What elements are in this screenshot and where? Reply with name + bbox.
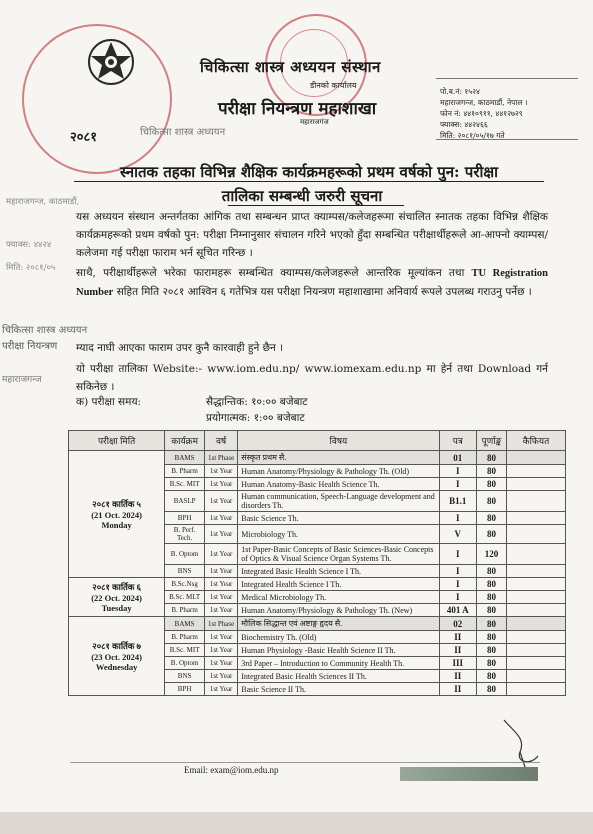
full-marks-cell: 80 [477, 644, 507, 657]
subject-cell: Human Anatomy/Physiology & Pathology Th. (Old) [238, 465, 439, 478]
paper-cell: I [439, 578, 477, 591]
header-paper: पत्र [439, 431, 477, 451]
year-cell: 1st Year [204, 604, 237, 617]
body-paragraph-2 [76, 264, 548, 302]
website-text-end: गर्न सकिनेछ । [76, 363, 548, 393]
title-underline-2 [228, 205, 404, 206]
full-marks-cell: 80 [477, 491, 507, 512]
body-paragraph-2-pre: साथै, परीक्षार्थीहरूले भरेका फारामहरू सम्बन्धित क्याम्पस/कलेजहरूले आन्तरिक मूल्यांकन तथा [76, 267, 465, 279]
exam-date-cell [69, 451, 165, 578]
paper-cell: I [439, 565, 477, 578]
footer-color-bar [400, 767, 538, 781]
title-underline-1 [74, 181, 544, 182]
practical-time: प्रयोगात्मक: १:०० बजेबाट [206, 412, 305, 424]
subject-cell: 1st Paper-Basic Concepts of Basic Sciences-Basic Concepts of Optics & Visual Science Organ Systems Th. [238, 544, 439, 565]
program-cell: B.Sc. MIT [165, 478, 205, 491]
subject-cell: Basic Science II Th. [238, 683, 439, 696]
full-marks-cell: 80 [477, 631, 507, 644]
full-marks-cell: 80 [477, 465, 507, 478]
table-row [69, 617, 566, 631]
subject-cell: मौलिक सिद्धान्त एवं अष्टाङ्ग हृदय सै. [238, 617, 439, 631]
remarks-cell [506, 631, 565, 644]
header-year: वर्ष [204, 431, 237, 451]
remarks-cell [506, 578, 565, 591]
scan-bottom-edge [0, 812, 593, 834]
website-text: यो परीक्षा तालिका Website:- www.iom.edu.np/ www.iomexam.edu.np मा हेर्न तथा Download [76, 363, 532, 375]
header-subject: विषय [238, 431, 439, 451]
table-row [69, 451, 566, 465]
program-cell: B.Sc.Nsg [165, 578, 205, 591]
signature-mark [496, 712, 546, 772]
paper-cell: B1.1 [439, 491, 477, 512]
remarks-cell [506, 657, 565, 670]
table-body [69, 451, 566, 696]
table-row [69, 578, 566, 591]
year-cell: 1st Year [204, 657, 237, 670]
paper-cell: I [439, 478, 477, 491]
full-marks-cell: 80 [477, 683, 507, 696]
subject-cell: Integrated Basic Health Sciences II Th. [238, 670, 439, 683]
paper-cell: V [439, 525, 477, 544]
theory-time: सैद्धान्तिक: १०:०० बजेबाट [206, 396, 308, 408]
paper-cell: II [439, 683, 477, 696]
full-marks-cell: 80 [477, 670, 507, 683]
contact-fax: फ्याक्स: ४४२४६६ [440, 120, 488, 129]
full-marks-cell: 80 [477, 512, 507, 525]
ghost-text-address: महाराजगन्ज, काठमाडौं, [6, 197, 80, 207]
program-cell: B.Sc. MIT [165, 644, 205, 657]
header-program: कार्यक्रम [165, 431, 205, 451]
subject-cell: Human Physiology -Basic Health Science II Th. [238, 644, 439, 657]
program-cell: B. Optom [165, 657, 205, 670]
year-cell: 1st Year [204, 631, 237, 644]
footer-divider [70, 762, 540, 763]
header-full-marks: पूर्णाङ्क [477, 431, 507, 451]
ghost-text-division: परीक्षा नियन्त्रण [2, 341, 58, 352]
full-marks-cell: 80 [477, 657, 507, 670]
full-marks-cell: 80 [477, 525, 507, 544]
remarks-cell [506, 525, 565, 544]
header-remarks: कैफियत [506, 431, 565, 451]
remarks-cell [506, 478, 565, 491]
remarks-cell [506, 591, 565, 604]
subject-cell: Integrated Basic Health Science I Th. [238, 565, 439, 578]
year-cell: 1st Year [204, 512, 237, 525]
ghost-text-institute: चिकित्सा शास्त्र अध्ययन [2, 325, 88, 336]
exam-date-english: (23 Oct. 2024) Wednesday [91, 651, 142, 672]
subject-cell: Biochemistry Th. (Old) [238, 631, 439, 644]
subject-cell: Integrated Health Science I Th. [238, 578, 439, 591]
full-marks-cell: 80 [477, 451, 507, 465]
subject-cell: Medical Microbiology Th. [238, 591, 439, 604]
footer-email: Email: exam@iom.edu.np [184, 765, 279, 775]
year-cell: 1st Year [204, 644, 237, 657]
notice-title-line2: तालिका सम्बन्धी जरुरी सूचना [221, 187, 383, 205]
program-cell: BNS [165, 565, 205, 578]
paper-cell: I [439, 591, 477, 604]
division-name: परीक्षा नियन्त्रण महाशाखा [218, 99, 377, 119]
body-paragraph-1: यस अध्ययन संस्थान अन्तर्गतका आंगिक तथा सम्बन्धन प्राप्त क्याम्पस/कलेजहरूमा संचालित स्नातक तहका विभिन्न शैक्षिक कार्यक्रमहरूको प्रथम वर्षको पुन: परीक्षा निम्नानुसार संचालन गरिने भएको हुँदा सम्बन्धित परीक्षार्थीहरूले आ-आफ्नो क्याम्पस/कलेजमा गई परीक्षा फाराम भर्न सूचित गरिन्छ । [76, 211, 548, 259]
exam-time-label: क) परीक्षा समय: [76, 396, 142, 408]
program-cell: B. Perf. Tech. [165, 525, 205, 544]
paper-cell: I [439, 544, 477, 565]
full-marks-cell: 80 [477, 578, 507, 591]
contact-address: महाराजगन्ज, काठमाडौं, नेपाल । [440, 98, 528, 107]
paper-cell: I [439, 465, 477, 478]
subject-cell: 3rd Paper – Introduction to Community Health Th. [238, 657, 439, 670]
exam-day: Monday [101, 519, 132, 530]
program-cell: B. Pharm [165, 465, 205, 478]
paper-cell: III [439, 657, 477, 670]
program-cell: BPH [165, 512, 205, 525]
exam-date-nepali: २०८१ कार्तिक ५ [92, 498, 141, 509]
location-text: महाराजगंज [300, 118, 329, 126]
year-cell: 1st Year [204, 683, 237, 696]
program-cell: BASLP [165, 491, 205, 512]
full-marks-cell: 80 [477, 478, 507, 491]
year-cell: 1st Phase [204, 617, 237, 631]
remarks-cell [506, 491, 565, 512]
paper-cell: II [439, 631, 477, 644]
reference-number: २०८१ [70, 130, 98, 145]
program-cell: B. Pharm [165, 604, 205, 617]
paper-cell: II [439, 644, 477, 657]
ghost-text-fax: फ्याक्स: ४४२४ [6, 240, 52, 250]
full-marks-cell: 80 [477, 604, 507, 617]
program-cell: BPH [165, 683, 205, 696]
exam-date-english: (22 Oct. 2024) [91, 592, 142, 603]
notice-title-line1: स्नातक तहका विभिन्न शैक्षिक कार्यक्रमहरूको प्रथम वर्षको पुन: परीक्षा [120, 163, 498, 181]
office-name: डीनको कार्यालय [310, 81, 357, 90]
exam-day: Tuesday [101, 602, 132, 613]
year-cell: 1st Year [204, 578, 237, 591]
full-marks-cell: 80 [477, 617, 507, 631]
program-cell: BAMS [165, 451, 205, 465]
reference-ghost-text: चिकित्सा शास्त्र अध्ययन [140, 127, 226, 138]
year-cell: 1st Year [204, 465, 237, 478]
contact-phone: फोन नं: ४४१०९११, ४४१२७२९ [440, 109, 523, 118]
contact-po-box: पो.ब.नं: १५२४ [440, 87, 480, 96]
exam-date-cell [69, 617, 165, 696]
full-marks-cell: 80 [477, 591, 507, 604]
full-marks-cell: 120 [477, 544, 507, 565]
program-cell: B. Optom [165, 544, 205, 565]
subject-cell: Human Anatomy-Basic Health Science Th. [238, 478, 439, 491]
ghost-text-location: महाराजगन्ज [2, 375, 42, 385]
remarks-cell [506, 683, 565, 696]
exam-date-cell [69, 578, 165, 617]
subject-cell: Basic Science Th. [238, 512, 439, 525]
remarks-cell [506, 451, 565, 465]
year-cell: 1st Year [204, 491, 237, 512]
remarks-cell [506, 604, 565, 617]
remarks-cell [506, 565, 565, 578]
header-exam-date: परीक्षा मिति [69, 431, 165, 451]
year-cell: 1st Year [204, 670, 237, 683]
remarks-cell [506, 617, 565, 631]
subject-cell: संस्कृत प्रथम सै. [238, 451, 439, 465]
exam-time-block [76, 394, 308, 426]
tu-registration-number: TU Registration Number [76, 268, 549, 298]
exam-schedule-table [68, 430, 566, 696]
remarks-cell [506, 644, 565, 657]
exam-date-english: (21 Oct. 2024) [91, 509, 142, 520]
subject-cell: Human communication, Speech-Language development and disorders Th. [238, 491, 439, 512]
exam-date-nepali: २०८१ कार्तिक ६ [92, 581, 141, 592]
full-marks-cell: 80 [477, 565, 507, 578]
subject-cell: Human Anatomy/Physiology & Pathology Th. (New) [238, 604, 439, 617]
subject-cell: Microbiology Th. [238, 525, 439, 544]
year-cell: 1st Phase [204, 451, 237, 465]
year-cell: 1st Year [204, 525, 237, 544]
program-cell: BNS [165, 670, 205, 683]
remarks-cell [506, 670, 565, 683]
body-paragraph-4 [76, 360, 548, 396]
paper-cell: 02 [439, 617, 477, 631]
body-paragraph-2-post: सहित मिति २०८१ आश्विन ६ गतेभित्र यस परीक्षा नियन्त्रण महाशाखामा अनिवार्य रूपले उपलब्ध गराउनु पर्नेछ । [116, 286, 532, 298]
remarks-cell [506, 465, 565, 478]
exam-date-nepali: २०८१ कार्तिक ७ [92, 640, 141, 651]
remarks-cell [506, 512, 565, 525]
program-cell: B. Pharm [165, 631, 205, 644]
table-header-row [69, 431, 566, 451]
contact-date: मिति: २०८१/०५/१७ गते [440, 131, 505, 140]
program-cell: B.Sc. MLT [165, 591, 205, 604]
year-cell: 1st Year [204, 478, 237, 491]
institute-name: चिकित्सा शास्त्र अध्ययन संस्थान [200, 58, 381, 76]
year-cell: 1st Year [204, 591, 237, 604]
year-cell: 1st Year [204, 544, 237, 565]
remarks-cell [506, 544, 565, 565]
paper-cell: 01 [439, 451, 477, 465]
paper-cell: II [439, 670, 477, 683]
year-cell: 1st Year [204, 565, 237, 578]
paper-cell: 401 A [439, 604, 477, 617]
ghost-text-date: मिति: २०८१/०५ [6, 263, 56, 273]
paper-cell: I [439, 512, 477, 525]
contact-block [440, 86, 528, 141]
body-paragraph-3: म्याद नाघी आएका फाराम उपर कुनै कारवाही हुने छैन । [76, 342, 284, 354]
program-cell: BAMS [165, 617, 205, 631]
nepal-emblem-icon [86, 36, 136, 88]
